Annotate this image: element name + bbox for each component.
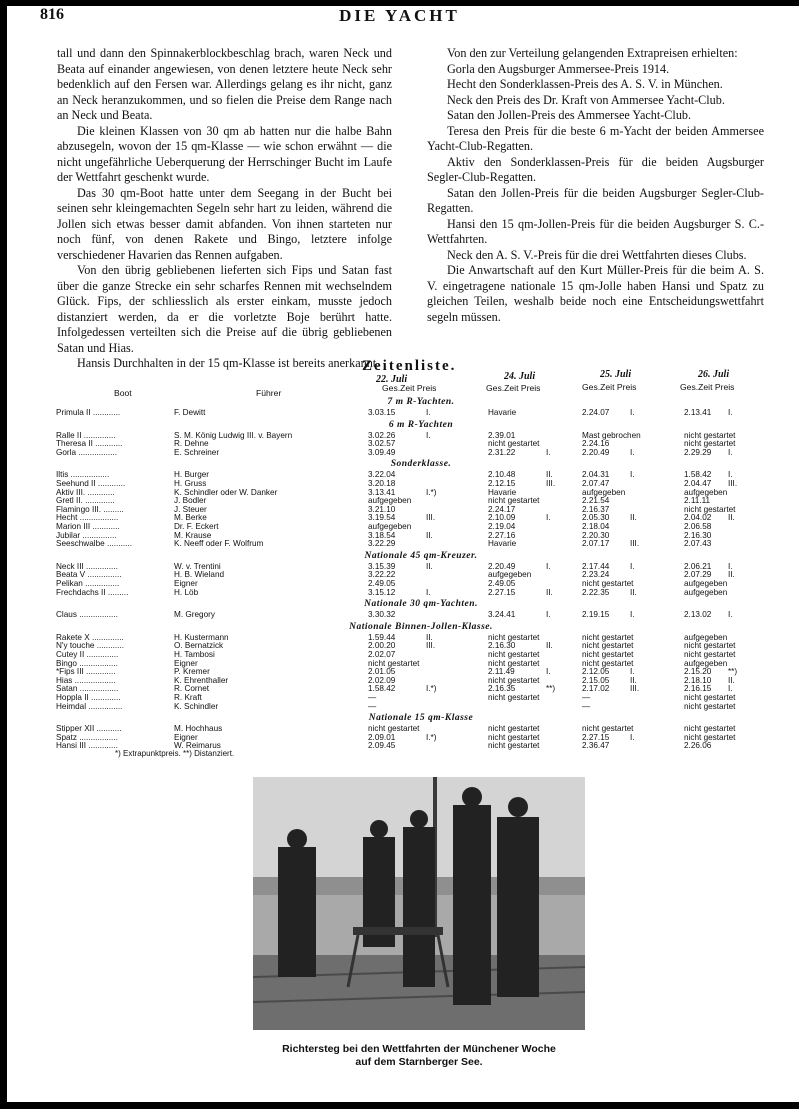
cell-c1: aufgegeben <box>368 522 412 531</box>
cell-c1p: II. <box>426 530 433 540</box>
cell-c4p: I. <box>728 561 733 571</box>
cell-c2: 2.24.17 <box>488 504 516 514</box>
cell-c3p: I. <box>630 667 635 677</box>
cell-c1p: II. <box>426 632 433 642</box>
caption-line: auf dem Starnberger See. <box>355 1056 483 1068</box>
cell-c3: 2.24.16 <box>582 439 610 449</box>
table-row <box>56 588 786 597</box>
cell-c3: 2.17.44 <box>582 561 610 571</box>
cell-c4: nicht gestartet <box>684 693 736 702</box>
cell-fuehrer: W. Reimarus <box>174 741 221 751</box>
cell-fuehrer: K. Schindler oder W. Danker <box>174 487 278 497</box>
left-paragraph: Hansis Durchhalten in der 15 qm-Klasse ist bereits anerkannt. <box>77 356 380 370</box>
cell-c3: 2.05.30 <box>582 513 610 523</box>
cell-c3: 2.22.35 <box>582 587 610 597</box>
cell-boot: Marion III ............ <box>56 522 120 531</box>
table-title: Zeitenliste. <box>362 358 457 374</box>
cell-c1: 3.18.54 <box>368 530 396 540</box>
cell-c1: nicht gestartet <box>368 658 420 668</box>
cell-fuehrer: M. Hochhaus <box>174 724 223 734</box>
cell-c1: 3.02.26 <box>368 430 396 440</box>
cell-c1: nicht gestartet <box>368 724 420 734</box>
cell-c3p: III. <box>630 539 640 549</box>
cell-c2: aufgegeben <box>488 570 532 580</box>
cell-c4: aufgegeben <box>684 632 728 642</box>
cell-boot: Gorla ................. <box>56 447 117 457</box>
col-header-fuehrer: Führer <box>256 388 282 398</box>
cell-c2: nicht gestartet <box>488 439 540 449</box>
cell-c3: 2.07.47 <box>582 479 610 488</box>
cell-c4p: III. <box>728 479 738 488</box>
cell-c1: 3.15.39 <box>368 561 396 571</box>
cell-c1: 2.01.05 <box>368 667 396 677</box>
cell-fuehrer: S. M. König Ludwig III. v. Bayern <box>174 430 293 440</box>
cell-boot: Hoppla II ............. <box>56 693 121 702</box>
right-paragraph: Hansi den 15 qm-Jollen-Preis für die beiden Augsburger S. C.-Wettfahrten. <box>427 216 764 246</box>
col-header-boot: Boot <box>114 388 132 398</box>
cell-c2: 2.11.49 <box>488 667 515 677</box>
cell-fuehrer: W. v. Trentini <box>174 561 221 571</box>
cell-c3: 2.24.07 <box>582 408 610 417</box>
cell-boot: Primula II ............ <box>56 408 121 417</box>
cell-c4: 2.16.30 <box>684 530 712 540</box>
photo-caption <box>253 1043 585 1069</box>
day-header: 25. Juli <box>600 369 632 380</box>
right-paragraph: Aktiv den Sonderklassen-Preis für die beiden Augsburger Segler-Club-Regatten. <box>427 154 764 184</box>
cell-c3: 2.21.54 <box>582 496 610 506</box>
cell-boot: Hecht ................. <box>56 513 119 523</box>
cell-c1p: I.*) <box>426 684 437 694</box>
cell-c2p: I. <box>546 447 551 457</box>
cell-c3: Mast gebrochen <box>582 430 641 440</box>
cell-c4p: I. <box>728 470 733 480</box>
cell-c2: 2.49.05 <box>488 579 516 588</box>
cell-c1: 2.02.09 <box>368 675 396 685</box>
cell-c3: — <box>582 693 591 702</box>
cell-c2: 2.31.22 <box>488 447 516 457</box>
running-head: DIE YACHT <box>339 6 460 25</box>
cell-c2p: I. <box>546 513 551 523</box>
cell-fuehrer: M. Gregory <box>174 610 215 620</box>
regatta-photo <box>253 777 585 1030</box>
cell-c1: 3.02.57 <box>368 439 396 449</box>
cell-c1p: I. <box>426 408 431 417</box>
cell-fuehrer: Dr. F. Eckert <box>174 522 219 531</box>
cell-c1p: III. <box>426 513 436 523</box>
cell-fuehrer: Eigner <box>174 658 198 668</box>
cell-c4: nicht gestartet <box>684 504 736 514</box>
cell-c3: nicht gestartet <box>582 658 634 668</box>
cell-c1: — <box>368 701 377 711</box>
cell-boot: Heimdal ............... <box>56 701 123 711</box>
cell-c1p: I. <box>426 587 431 597</box>
day-subheader: Ges.Zeit Preis <box>582 382 637 392</box>
cell-c1p: I.*) <box>426 487 437 497</box>
cell-boot: Claus ................. <box>56 610 118 620</box>
cell-c1: 2.09.45 <box>368 741 396 751</box>
day-subheader: Ges.Zeit Preis <box>382 383 437 393</box>
cell-fuehrer: H. Gruss <box>174 479 207 488</box>
cell-c3p: I. <box>630 732 635 742</box>
section-title: 7 m R-Yachten. <box>387 397 455 407</box>
cell-fuehrer: J. Steuer <box>174 504 207 514</box>
cell-c4: aufgegeben <box>684 487 728 497</box>
cell-c3: nicht gestartet <box>582 641 634 651</box>
cell-c3: nicht gestartet <box>582 724 634 734</box>
cell-fuehrer: M. Berke <box>174 513 207 523</box>
cell-c3: 2.23.24 <box>582 570 610 580</box>
cell-c3p: III. <box>630 684 640 694</box>
cell-c1: 3.22.04 <box>368 470 396 480</box>
cell-c2: 2.27.16 <box>488 530 516 540</box>
left-paragraph: Von den übrig gebliebenen lieferten sich Fips und Satan fast über die ganze Strecke ein sehr scharfes Rennen mit wechselndem Glück. Fips, der schliesslich als erster einkam, musste jedoch distanziert werden, da er die vorletzte Boje berührt hatte. Infolgedessen verteilten sich die Preise auf die übrig gebliebenen Satan und Hias. <box>57 263 392 355</box>
cell-boot: Pelikan ............... <box>56 579 120 588</box>
right-paragraph: Neck den A. S. V.-Preis für die drei Wettfahrten dieses Clubs. <box>447 247 747 262</box>
cell-c1: 1.58.42 <box>368 684 396 694</box>
cell-fuehrer: M. Krause <box>174 530 212 540</box>
cell-c4p: II. <box>728 675 735 685</box>
cell-c1: 3.21.10 <box>368 504 396 514</box>
cell-boot: N'y touche ............ <box>56 641 124 651</box>
table-row <box>56 539 786 548</box>
cell-fuehrer: Eigner <box>174 732 198 742</box>
cell-c1: 3.22.22 <box>368 570 396 580</box>
cell-c3: 2.20.30 <box>582 530 610 540</box>
cell-fuehrer: H. Burger <box>174 470 210 480</box>
cell-c4: 2.29.29 <box>684 447 712 457</box>
day-header: 24. Juli <box>504 371 536 382</box>
cell-c1: aufgegeben <box>368 496 412 506</box>
cell-c3: 2.18.04 <box>582 522 610 531</box>
cell-c2p: II. <box>546 641 553 651</box>
cell-c4: nicht gestartet <box>684 724 736 734</box>
cell-fuehrer: H. Löb <box>174 587 199 597</box>
right-paragraph: Satan den Jollen-Preis für die beiden Augsburger Segler-Club-Regatten. <box>427 185 764 215</box>
cell-boot: Cutey II .............. <box>56 650 119 659</box>
cell-c4: nicht gestartet <box>684 430 736 440</box>
cell-boot: Flamingo III. ......... <box>56 504 124 514</box>
cell-fuehrer: K. Schindler <box>174 701 219 711</box>
cell-c2: 2.10.09 <box>488 513 516 523</box>
cell-boot: Gretl II. ............. <box>56 496 115 506</box>
cell-fuehrer: H. B. Wieland <box>174 570 225 580</box>
right-paragraph: Von den zur Verteilung gelangenden Extrapreisen erhielten: <box>447 46 738 60</box>
cell-c1: 2.00.20 <box>368 641 396 651</box>
right-paragraph: Satan den Jollen-Preis des Ammersee Yacht-Club. <box>447 108 692 122</box>
cell-c2: 2.27.15 <box>488 587 516 597</box>
cell-fuehrer: J. Bodler <box>174 496 207 506</box>
cell-c3p: I. <box>630 447 635 457</box>
cell-c1: 2.09.01 <box>368 732 396 742</box>
right-paragraph: Gorla den Augsburger Ammersee-Preis 1914. <box>447 61 670 76</box>
cell-c1: 3.13.41 <box>368 487 396 497</box>
cell-c3: 2.04.31 <box>582 470 610 480</box>
cell-c4: 1.58.42 <box>684 470 712 480</box>
cell-c3: 2.17.02 <box>582 684 610 694</box>
cell-c4: 2.11.11 <box>684 496 711 506</box>
cell-boot: Beata V ............... <box>56 570 122 580</box>
cell-c4: 2.06.58 <box>684 522 712 531</box>
cell-c2: nicht gestartet <box>488 650 540 659</box>
cell-c4: 2.13.41 <box>684 408 712 417</box>
scan-border-left <box>0 0 7 1109</box>
cell-c3p: II. <box>630 513 637 523</box>
cell-boot: Rakete X .............. <box>56 632 124 642</box>
cell-c3: 2.19.15 <box>582 610 610 620</box>
cell-c1: 1.59.44 <box>368 632 396 642</box>
cell-c4: 2.07.29 <box>684 570 712 580</box>
cell-boot: Hias .................. <box>56 675 116 685</box>
cell-c4: nicht gestartet <box>684 701 736 711</box>
cell-c1: 3.22.29 <box>368 539 396 549</box>
cell-c4: 2.15.20 <box>684 667 712 677</box>
cell-boot: Satan ................. <box>56 684 119 694</box>
cell-c4: 2.13.02 <box>684 610 712 620</box>
right-paragraph: Teresa den Preis für die beste 6 m-Yacht der beiden Ammersee Yacht-Club-Regatten. <box>427 123 764 153</box>
cell-c1: 3.30.32 <box>368 610 396 620</box>
cell-fuehrer: E. Schreiner <box>174 447 220 457</box>
cell-c1p: III. <box>426 641 436 651</box>
cell-c2: 3.24.41 <box>488 610 516 620</box>
cell-boot: Frechdachs II ......... <box>56 587 129 597</box>
cell-c4: aufgegeben <box>684 658 728 668</box>
cell-c2: 2.10.48 <box>488 470 516 480</box>
cell-boot: Spatz ................. <box>56 732 118 742</box>
cell-fuehrer: R. Kraft <box>174 693 202 702</box>
cell-c2: Havarie <box>488 487 517 497</box>
cell-c4: 2.07.43 <box>684 539 712 549</box>
section-title: Nationale 15 qm-Klasse <box>368 713 474 724</box>
cell-fuehrer: P. Kremer <box>174 667 210 677</box>
cell-c3: 2.36.47 <box>582 741 610 751</box>
cell-c4p: **) <box>728 667 738 677</box>
cell-c2: 2.39.01 <box>488 430 516 440</box>
cell-c4p: II. <box>728 570 735 580</box>
right-paragraph: Hecht den Sonderklassen-Preis des A. S. V. in München. <box>447 77 723 91</box>
cell-c3p: I. <box>630 408 635 417</box>
right-paragraph: Die Anwartschaft auf den Kurt Müller-Preis für die beim A. S. V. eingetragene nationale 15 qm-Jolle haben Hansi und Spatz zu gleichen Teilen, weshalb beide noch eine Entscheidungswettfahrt segeln müssen. <box>427 263 764 324</box>
cell-c4: aufgegeben <box>684 587 728 597</box>
table-row <box>56 448 786 457</box>
cell-c3: 2.12.05 <box>582 667 610 677</box>
cell-boot: Seeschwalbe ........... <box>56 539 132 549</box>
cell-c1p: II. <box>426 561 433 571</box>
cell-boot: Iltis ................. <box>56 470 110 480</box>
cell-c3p: II. <box>630 587 637 597</box>
cell-c4p: I. <box>728 447 733 457</box>
cell-c2: 2.16.30 <box>488 641 516 651</box>
cell-c1p: I. <box>426 430 431 440</box>
cell-c4: aufgegeben <box>684 579 728 588</box>
cell-c2: nicht gestartet <box>488 741 540 751</box>
cell-c4: 2.04.47 <box>684 479 712 488</box>
cell-c2: nicht gestartet <box>488 496 540 506</box>
cell-c3: nicht gestartet <box>582 579 634 588</box>
page-number: 816 <box>40 6 64 23</box>
cell-c4: 2.16.15 <box>684 684 712 694</box>
right-paragraph: Neck den Preis des Dr. Kraft von Ammersee Yacht-Club. <box>447 92 725 107</box>
cell-fuehrer: R. Cornet <box>174 684 210 694</box>
cell-fuehrer: O. Bernatzick <box>174 641 224 651</box>
section-title: 6 m R-Yachten <box>388 419 454 430</box>
cell-c4p: I. <box>728 610 733 620</box>
cell-boot: Bingo ................. <box>56 658 118 668</box>
cell-c1p: I.*) <box>426 732 437 742</box>
caption-line: Richtersteg bei den Wettfahrten der Münchener Woche <box>282 1043 556 1055</box>
cell-c4: nicht gestartet <box>684 650 736 659</box>
cell-boot: Aktiv III. ............ <box>56 487 115 497</box>
cell-c4p: II. <box>728 513 735 523</box>
left-paragraph: Das 30 qm-Boot hatte unter dem Seegang in der Bucht bei seinen sehr kleingemachten Segeln sehr hart zu leiden, während die Jollen sich etwas besser damit abfanden. Von ihnen starteten nur noch fünf, von denen Rakete und Bingo, letztere infolge verschiedener Havarien das Rennen aufgaben. <box>57 185 392 262</box>
cell-c4p: I. <box>728 684 733 694</box>
cell-c3p: I. <box>630 610 635 620</box>
cell-c2: nicht gestartet <box>488 675 540 685</box>
cell-c2p: I. <box>546 667 551 677</box>
cell-c2p: III. <box>546 479 556 488</box>
cell-c4p: I. <box>728 408 733 417</box>
cell-fuehrer: K. Ehrenthaller <box>174 675 229 685</box>
cell-c2: 2.16.35 <box>488 684 516 694</box>
cell-c3: 2.27.15 <box>582 732 610 742</box>
cell-c2: 2.12.15 <box>488 479 516 488</box>
cell-c2: nicht gestartet <box>488 724 540 734</box>
cell-c4: 2.06.21 <box>684 561 712 571</box>
day-header: 22. Juli <box>376 374 408 385</box>
cell-c1: 3.20.18 <box>368 479 396 488</box>
cell-boot: Seehund II ............ <box>56 479 126 488</box>
cell-boot: Neck III .............. <box>56 561 118 571</box>
cell-fuehrer: F. Dewitt <box>174 408 206 417</box>
cell-boot: Ralle II .............. <box>56 430 116 440</box>
cell-c3: nicht gestartet <box>582 650 634 659</box>
section-title: Nationale Binnen-Jollen-Klasse. <box>349 621 493 632</box>
cell-fuehrer: H. Kustermann <box>174 632 229 642</box>
cell-c4: nicht gestartet <box>684 732 736 742</box>
cell-fuehrer: K. Neeff oder F. Wolfrum <box>174 539 264 549</box>
table-row <box>56 702 786 711</box>
cell-c4: 2.26.06 <box>684 741 712 751</box>
cell-c2p: I. <box>546 561 551 571</box>
cell-c3p: I. <box>630 470 635 480</box>
section-title: Sonderklasse. <box>390 459 452 470</box>
cell-c2: Havarie <box>488 408 517 417</box>
section-title: Nationale 30 qm-Yachten. <box>364 599 478 610</box>
cell-c1: 3.03.15 <box>368 408 396 417</box>
cell-c2: 2.20.49 <box>488 561 516 571</box>
cell-boot: Stipper XII ........... <box>56 724 122 734</box>
cell-c1: — <box>368 693 377 702</box>
cell-boot: Hansi III ............. <box>56 741 118 751</box>
cell-c3: 2.20.49 <box>582 447 610 457</box>
cell-c2: nicht gestartet <box>488 732 540 742</box>
left-paragraph: Die kleinen Klassen von 30 qm ab hatten nur die halbe Bahn abzusegeln, wovon der 15 qm-Klasse — wie schon erwähnt — die nicht ungefährliche Ueberquerung der Herrschinger Bucht im Laufe der Wettfahrt geschenkt wurde. <box>57 123 392 184</box>
cell-c3: aufgegeben <box>582 487 626 497</box>
day-subheader: Ges.Zeit Preis <box>486 383 541 393</box>
cell-c3: — <box>582 701 591 711</box>
cell-fuehrer: R. Dehne <box>174 439 209 449</box>
cell-boot: Jubilar ............... <box>56 530 117 540</box>
cell-c2: 2.19.04 <box>488 522 516 531</box>
cell-c2: Havarie <box>488 539 517 549</box>
cell-c4: nicht gestartet <box>684 641 736 651</box>
left-paragraph: tall und dann den Spinnakerblockbeschlag brach, waren Neck und Beata auf einander angewiesen, von denen letztere heute Neck sehr bedenklich auf den Fersen war. Allerdings gelang es ihr nicht, ganz an Neck heranzukommen, und so fielen die Preise dem Range nach an Neck und Beata. <box>57 46 392 122</box>
cell-c3: 2.07.17 <box>582 539 610 549</box>
day-header: 26. Juli <box>698 369 730 380</box>
cell-fuehrer: H. Tambosi <box>174 650 215 659</box>
cell-c3: 2.16.37 <box>582 504 610 514</box>
cell-c2: nicht gestartet <box>488 693 540 702</box>
cell-c1: 3.09.49 <box>368 447 396 457</box>
cell-c3: nicht gestartet <box>582 632 634 642</box>
day-subheader: Ges.Zeit Preis <box>680 382 735 392</box>
cell-c4: 2.18.10 <box>684 675 712 685</box>
cell-c3: 2.15.05 <box>582 675 610 685</box>
cell-c4: 2.04.02 <box>684 513 712 523</box>
cell-c1: 3.15.12 <box>368 587 396 597</box>
cell-fuehrer: Eigner <box>174 579 198 588</box>
cell-boot: *Fips III ............. <box>56 667 116 677</box>
right-column <box>427 46 764 325</box>
table-row <box>56 408 786 417</box>
cell-c1: 2.49.05 <box>368 579 396 588</box>
cell-c3p: II. <box>630 675 637 685</box>
table-footnote: *) Extrapunktpreis. **) Distanziert. <box>115 749 235 758</box>
cell-c2p: I. <box>546 610 551 620</box>
cell-boot: Theresa II ............ <box>56 439 123 449</box>
left-column <box>57 46 392 372</box>
scan-border-bottom <box>0 1102 799 1109</box>
cell-c2p: II. <box>546 587 553 597</box>
cell-c2: nicht gestartet <box>488 658 540 668</box>
cell-c2p: II. <box>546 470 553 480</box>
cell-c1: 2.02.07 <box>368 650 396 659</box>
cell-c1: 3.19.54 <box>368 513 396 523</box>
cell-c4: nicht gestartet <box>684 439 736 449</box>
section-title: Nationale 45 qm-Kreuzer. <box>364 550 478 561</box>
table-row <box>56 610 786 619</box>
cell-c2: nicht gestartet <box>488 632 540 642</box>
cell-c2p: **) <box>546 684 556 694</box>
cell-c3p: I. <box>630 561 635 571</box>
